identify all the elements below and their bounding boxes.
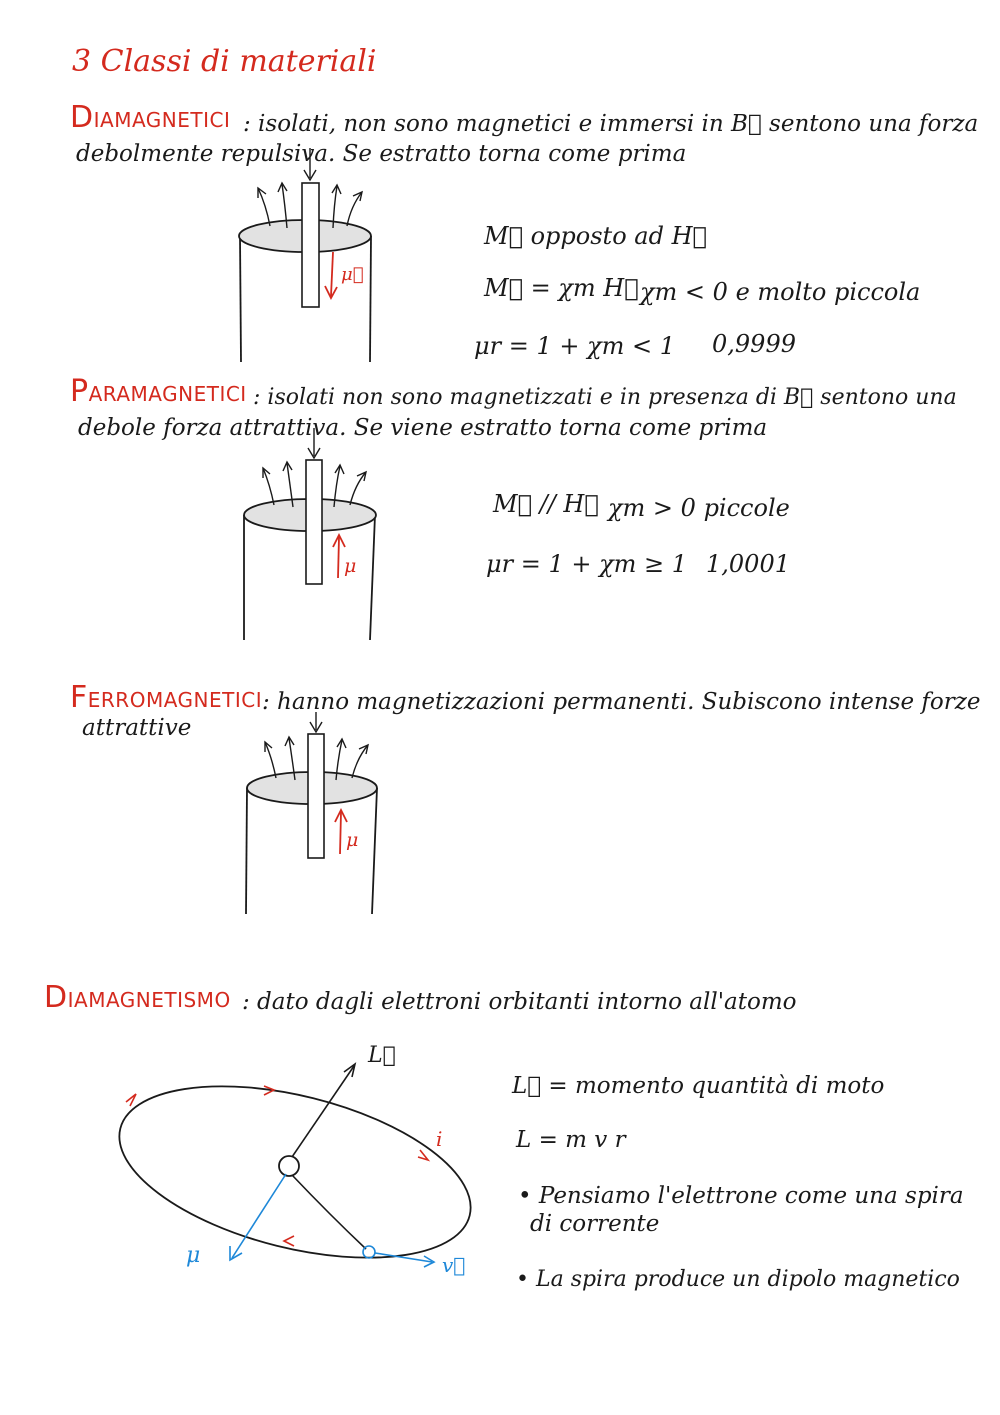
diamagnetismo-note3-line2: di corrente — [530, 1211, 660, 1237]
ferromagnetici-text-line1: : hanno magnetizzazioni permanenti. Subiscono intense forze — [262, 689, 981, 715]
vector-L-label: L⃗ — [368, 1043, 396, 1068]
vector-mu-label: μ — [186, 1243, 201, 1268]
diamagnetismo-note2: L = m v r — [516, 1127, 626, 1153]
paramagnetici-heading-rest: ARAMAGNETICI — [88, 382, 247, 406]
diamagnetismo-heading-rest: IAMAGNETISMO — [67, 988, 231, 1012]
diamagnetici-eq3b: 0,9999 — [712, 330, 796, 358]
current-i-label: i — [436, 1127, 443, 1151]
diamagnetismo-text: : dato dagli elettroni orbitanti intorno all'atomo — [242, 989, 797, 1015]
diamagnetici-eq1: M⃗ opposto ad H⃗ — [484, 222, 707, 250]
diamagnetici-eq2: M⃗ = χm H⃗ — [484, 274, 639, 302]
paramagnetici-text-line1: : isolati non sono magnetizzati e in presenza di B⃗ sentono una — [253, 385, 957, 410]
diamagnetici-heading-cap: D — [70, 100, 94, 135]
paramagnetici-mu-label: μ — [344, 555, 357, 577]
paramagnetici-eq2b: 1,0001 — [706, 550, 790, 578]
ferromagnetici-mu-label: μ — [346, 829, 359, 851]
paramagnetici-text-line2: debole forza attrattiva. Se viene estratto torna come prima — [78, 415, 768, 441]
paramagnetici-heading-cap: P — [70, 374, 89, 409]
diamagnetici-heading-rest: IAMAGNETICI — [93, 108, 231, 132]
diamagnetismo-note4: • La spira produce un dipolo magnetico — [516, 1267, 960, 1292]
diamagnetici-eq3: μr = 1 + χm < 1 — [474, 332, 676, 360]
ferromagnetici-heading-rest: ERROMAGNETICI — [87, 688, 263, 712]
diamagnetici-text-line1: : isolati, non sono magnetici e immersi in B⃗ sentono una forza — [243, 111, 979, 137]
ferromagnetici-text-line2: attrattive — [82, 715, 192, 741]
diamagnetici-mu-label: μ⃗ — [341, 264, 364, 285]
diamagnetismo-note3-line1: • Pensiamo l'elettrone come una spira — [518, 1183, 964, 1209]
vector-v-label: v⃗ — [442, 1253, 466, 1277]
diamagnetismo-heading-cap: D — [44, 980, 68, 1015]
paramagnetici-eq1b: χm > 0 piccole — [608, 494, 790, 522]
diamagnetismo-note1: L⃗ = momento quantità di moto — [512, 1073, 885, 1099]
diamagnetici-text-line2: debolmente repulsiva. Se estratto torna come prima — [76, 141, 687, 167]
paramagnetici-eq1: M⃗ // H⃗ — [493, 490, 599, 518]
ferromagnetici-heading-cap: F — [70, 680, 88, 715]
paramagnetici-eq2: μr = 1 + χm ≥ 1 — [486, 550, 688, 578]
page-title: 3 Classi di materiali — [72, 44, 377, 79]
diamagnetici-eq2b: χm < 0 e molto piccola — [640, 278, 921, 306]
